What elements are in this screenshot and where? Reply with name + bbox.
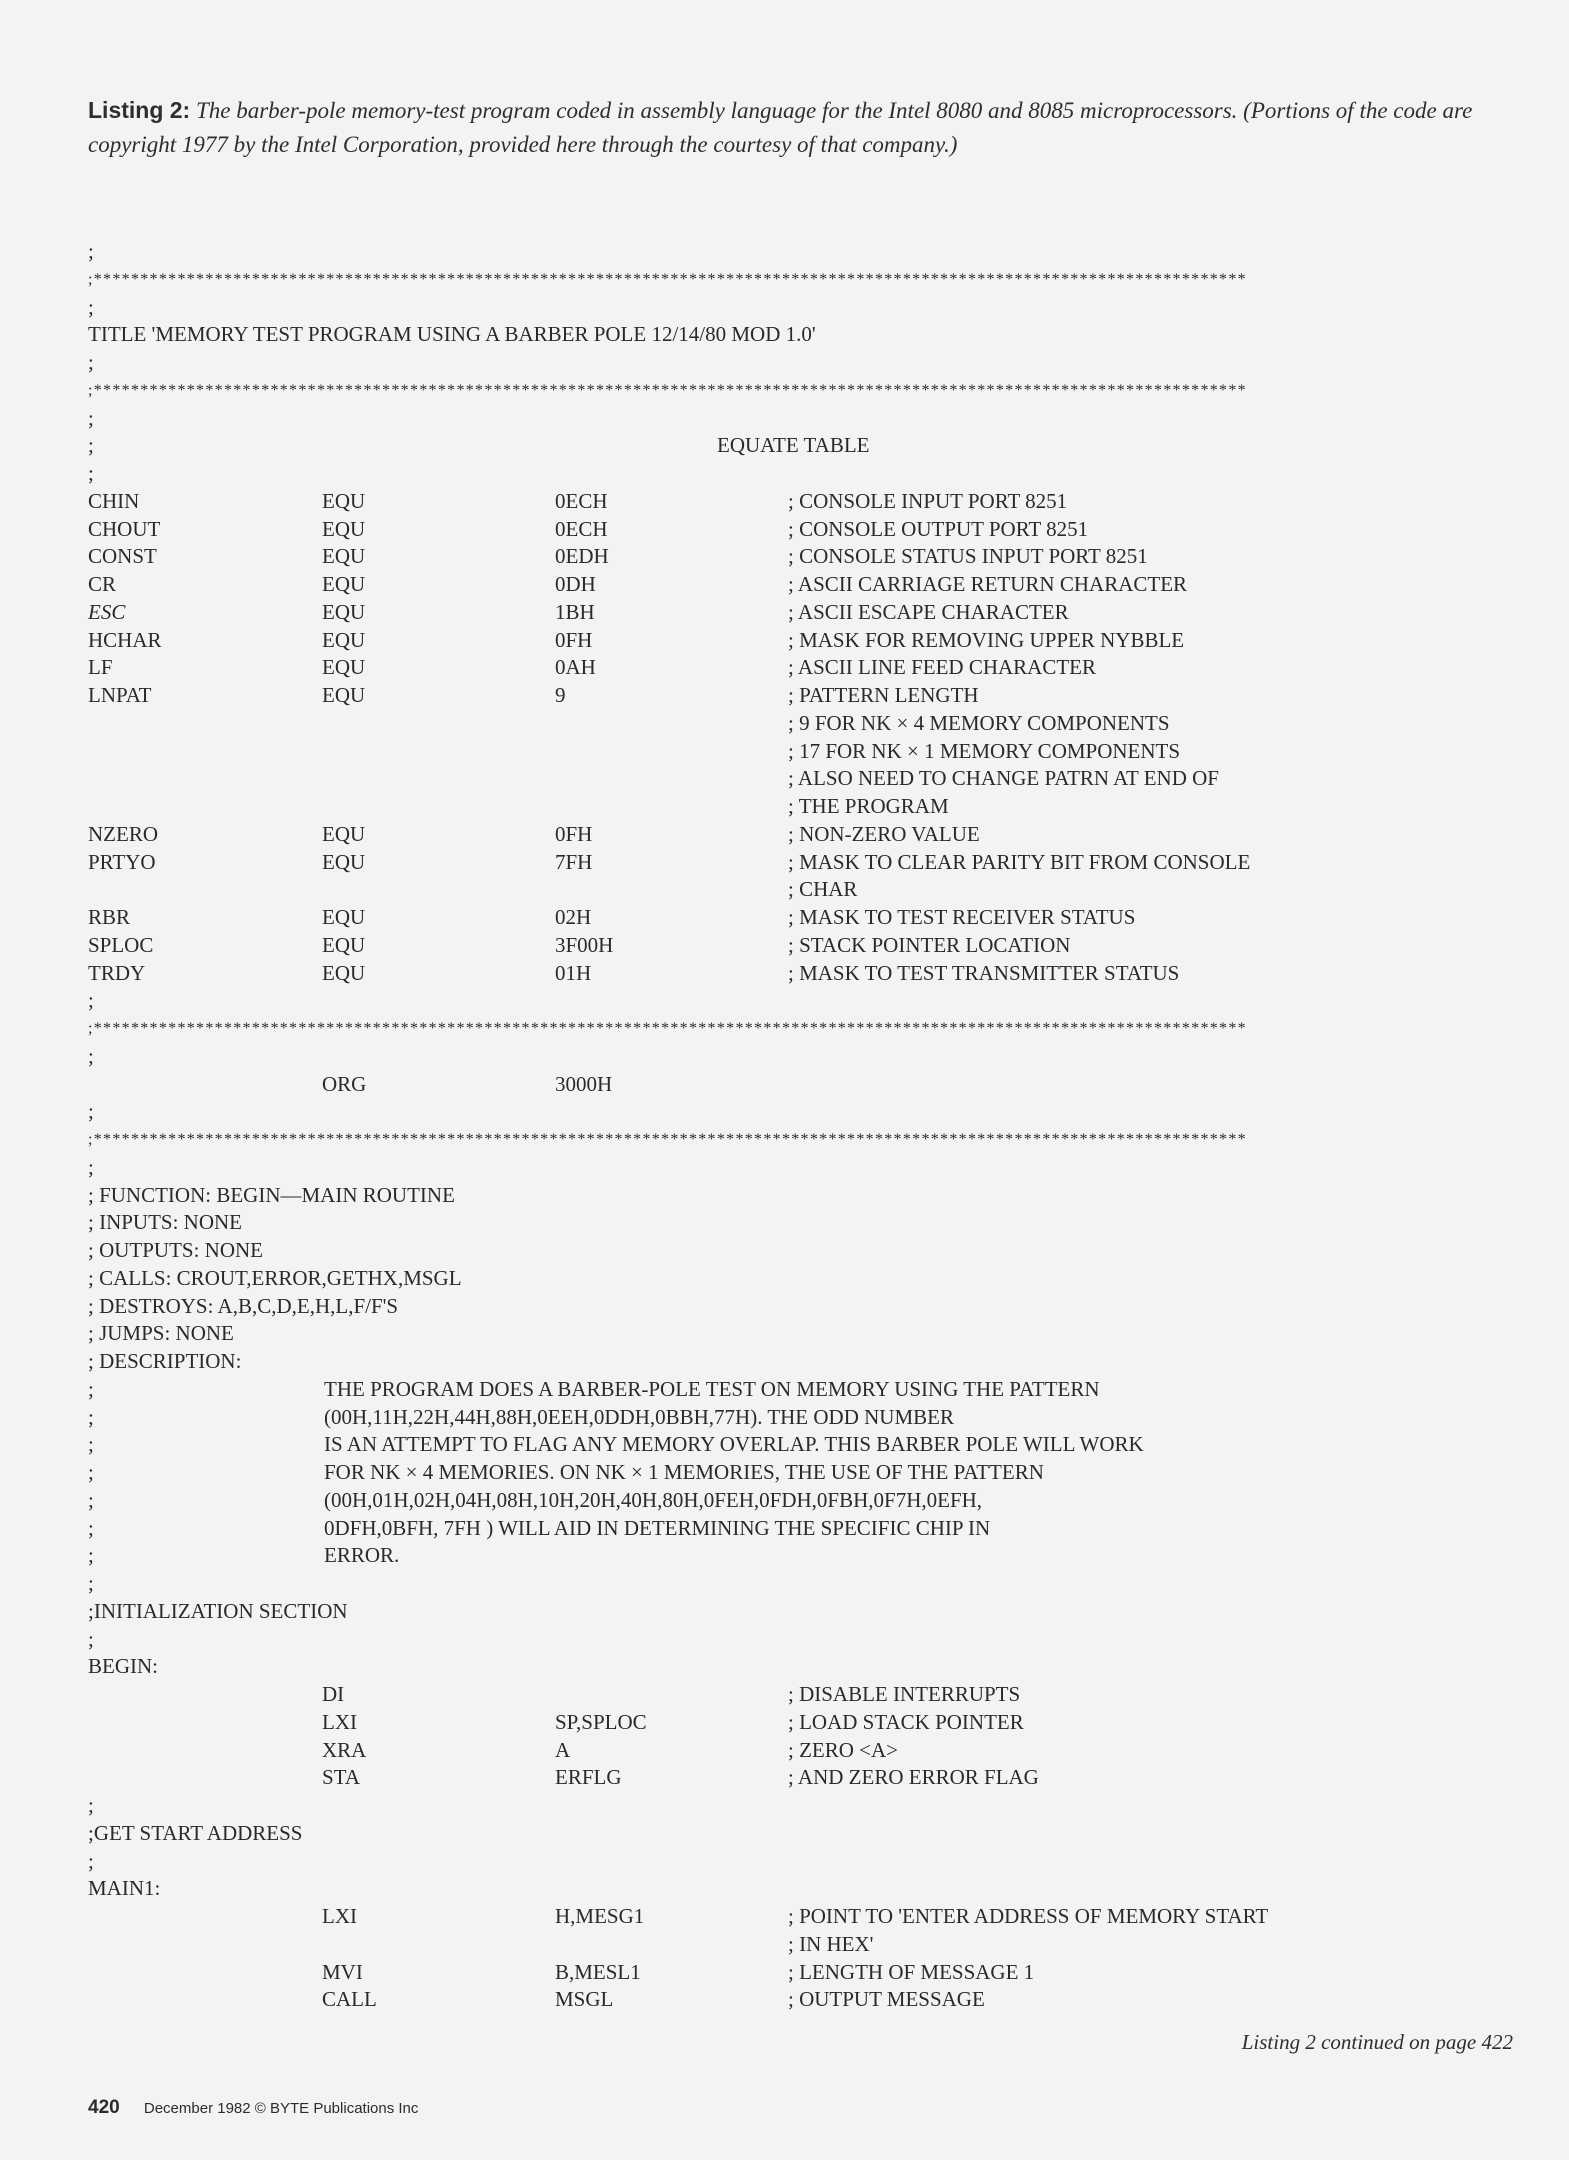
code-line (88, 1515, 1508, 1543)
label-column: ; DESCRIPTION: (88, 1349, 242, 1373)
label-column: ; (88, 1848, 94, 1873)
code-line (88, 765, 1508, 793)
opcode-column: EQU (322, 821, 366, 846)
comment-column: ; MASK TO TEST TRANSMITTER STATUS (788, 960, 1180, 985)
label-column: ; (88, 1154, 94, 1179)
code-line (88, 738, 1508, 766)
comment-column: ; LOAD STACK POINTER (788, 1709, 1024, 1734)
label-column: ; (88, 1376, 94, 1401)
label-column: ; (88, 1626, 94, 1651)
continued-note: Listing 2 continued on page 422 (1241, 2030, 1513, 2054)
label-column: ; DESTROYS: A,B,C,D,E,H,L,F/F'S (88, 1293, 399, 1318)
operand-column: 3000H (555, 1071, 613, 1096)
code-line (88, 904, 1508, 932)
code-line (88, 1903, 1508, 1931)
operand-column: 7FH (555, 849, 593, 874)
description-text: (00H,01H,02H,04H,08H,10H,20H,40H,80H,0FEH,0FDH,0FBH,0F7H,0EFH, (324, 1487, 983, 1512)
code-line (88, 1126, 1508, 1154)
operand-column: H,MESG1 (555, 1904, 645, 1928)
code-line (88, 1875, 1508, 1903)
code-line (88, 876, 1508, 904)
label-column: ; (88, 1404, 94, 1429)
code-line (88, 1848, 1508, 1876)
code-line (88, 599, 1508, 627)
code-line (88, 1487, 1508, 1515)
code-line (88, 1431, 1508, 1459)
separator-line: ;**************************************************************************************************************************** (88, 381, 1247, 399)
code-line (88, 1570, 1508, 1598)
operand-column: SP,SPLOC (555, 1709, 647, 1734)
label-column: ; (88, 1543, 94, 1568)
code-line (88, 932, 1508, 960)
code-line (88, 1071, 1508, 1099)
operand-column: 0DH (555, 572, 596, 596)
code-line (88, 1986, 1508, 2014)
operand-column: 0ECH (555, 516, 608, 541)
comment-column: ; NON-ZERO VALUE (788, 821, 980, 846)
label-column: ;INITIALIZATION SECTION (88, 1598, 348, 1623)
code-line (88, 1209, 1508, 1237)
comment-column: ; CONSOLE STATUS INPUT PORT 8251 (788, 544, 1148, 569)
opcode-column: EQU (322, 932, 366, 957)
section-heading: EQUATE TABLE (717, 433, 870, 458)
description-text: IS AN ATTEMPT TO FLAG ANY MEMORY OVERLAP. THIS BARBER POLE WILL WORK (324, 1432, 1144, 1457)
separator-line: ;**************************************************************************************************************************** (88, 270, 1247, 288)
code-line (88, 294, 1508, 322)
operand-column: 0AH (555, 655, 596, 680)
comment-column: ; CHAR (788, 877, 858, 902)
code-line (88, 377, 1508, 405)
comment-column: ; THE PROGRAM (788, 794, 949, 818)
operand-column: 0ECH (555, 488, 608, 513)
code-line (88, 1265, 1508, 1293)
comment-column: ; IN HEX' (788, 1931, 874, 1956)
label-column: ; (88, 1043, 94, 1068)
code-line (88, 1709, 1508, 1737)
label-column: ;GET START ADDRESS (88, 1820, 303, 1845)
comment-column: ; 9 FOR NK × 4 MEMORY COMPONENTS (788, 710, 1170, 735)
label-column: CHOUT (88, 516, 161, 541)
label-column: ; (88, 461, 94, 485)
code-line (88, 1598, 1508, 1626)
opcode-column: ORG (322, 1071, 367, 1096)
code-line (88, 1681, 1508, 1709)
comment-column: ; ASCII ESCAPE CHARACTER (788, 599, 1069, 624)
description-text: (00H,11H,22H,44H,88H,0EEH,0DDH,0BBH,77H). THE ODD NUMBER (324, 1404, 954, 1429)
code-line (88, 516, 1508, 544)
label-column: HCHAR (88, 627, 162, 652)
operand-column: 02H (555, 905, 592, 929)
opcode-column: DI (322, 1682, 345, 1706)
code-line (88, 1459, 1508, 1487)
opcode-column: EQU (322, 960, 366, 985)
code-line (88, 710, 1508, 738)
label-column: RBR (88, 905, 131, 929)
comment-column: ; STACK POINTER LOCATION (788, 932, 1071, 957)
operand-column: ERFLG (555, 1765, 622, 1790)
label-column: PRTYO (88, 849, 156, 874)
label-column: LNPAT (88, 683, 152, 707)
footer-text: December 1982 © BYTE Publications Inc (143, 2100, 419, 2117)
code-line (88, 627, 1508, 655)
code-line (88, 1653, 1508, 1681)
label-column: ; (88, 1099, 94, 1124)
opcode-column: EQU (322, 572, 366, 596)
code-line (88, 1376, 1508, 1404)
opcode-column: EQU (322, 905, 366, 929)
comment-column: ; AND ZERO ERROR FLAG (788, 1765, 1039, 1790)
label-column: ; (88, 1793, 94, 1817)
code-line (88, 682, 1508, 710)
label-column: ; (88, 1515, 94, 1540)
label-column: ; (88, 350, 94, 374)
description-text: THE PROGRAM DOES A BARBER-POLE TEST ON MEMORY USING THE PATTERN (324, 1376, 1100, 1401)
label-column: NZERO (88, 821, 158, 846)
operand-column: 0EDH (555, 544, 609, 569)
code-line (88, 1098, 1508, 1126)
operand-column: 0FH (555, 821, 593, 846)
label-column: TITLE 'MEMORY TEST PROGRAM USING A BARBER POLE 12/14/80 MOD 1.0' (88, 322, 816, 347)
label-column: SPLOC (88, 932, 154, 957)
comment-column: ; ASCII LINE FEED CHARACTER (788, 655, 1097, 680)
description-text: ERROR. (324, 1543, 400, 1568)
page-number: 420 (88, 2097, 120, 2118)
operand-column: 3F00H (555, 932, 614, 957)
code-listing (88, 238, 1508, 2014)
page-footer (88, 2097, 418, 2119)
code-line (88, 1293, 1508, 1321)
comment-column: ; ALSO NEED TO CHANGE PATRN AT END OF (788, 766, 1219, 791)
opcode-column: EQU (322, 683, 366, 707)
label-column: ; (88, 1460, 94, 1484)
code-line (88, 654, 1508, 682)
opcode-column: CALL (322, 1987, 377, 2012)
code-line (88, 987, 1508, 1015)
code-line (88, 1959, 1508, 1987)
opcode-column: LXI (322, 1709, 357, 1734)
caption-text: The barber-pole memory-test program coded in assembly language for the Intel 8080 and 8085 microprocessors. (Portions of the code are copyright 1977 by the Intel Corporation, provided here through the courtesy of that company.) (88, 98, 1473, 157)
operand-column: 01H (555, 960, 592, 985)
code-line (88, 543, 1508, 571)
code-line (88, 1820, 1508, 1848)
code-line (88, 349, 1508, 377)
code-line (88, 1348, 1508, 1376)
operand-column: A (555, 1737, 571, 1762)
caption-label: Listing 2: (88, 97, 191, 123)
label-column: ; (88, 239, 94, 263)
label-column: ; FUNCTION: BEGIN—MAIN ROUTINE (88, 1182, 455, 1207)
comment-column: ; PATTERN LENGTH (788, 683, 979, 707)
label-column: ; (88, 405, 94, 430)
code-line (88, 1182, 1508, 1210)
description-text: FOR NK × 4 MEMORIES. ON NK × 1 MEMORIES, THE USE OF THE PATTERN (324, 1460, 1044, 1484)
opcode-column: EQU (322, 627, 366, 652)
label-column: CR (88, 572, 117, 596)
code-line (88, 321, 1508, 349)
operand-column: 0FH (555, 627, 593, 652)
comment-column: ; CONSOLE OUTPUT PORT 8251 (788, 516, 1089, 541)
code-line (88, 405, 1508, 433)
code-line (88, 1237, 1508, 1265)
label-column: ; (88, 433, 94, 458)
label-column: CONST (88, 544, 157, 569)
code-line (88, 849, 1508, 877)
code-line (88, 1404, 1508, 1432)
label-column: ; (88, 1432, 94, 1457)
code-line (88, 571, 1508, 599)
code-line (88, 1764, 1508, 1792)
comment-column: ; ASCII CARRIAGE RETURN CHARACTER (788, 572, 1188, 596)
label-column: ; (88, 1487, 94, 1512)
comment-column: ; CONSOLE INPUT PORT 8251 (788, 488, 1068, 513)
opcode-column: STA (322, 1765, 360, 1790)
code-line (88, 821, 1508, 849)
code-line (88, 1542, 1508, 1570)
label-column: MAIN1: (88, 1876, 161, 1901)
comment-column: ; ZERO <A> (788, 1737, 899, 1762)
comment-column: ; MASK TO CLEAR PARITY BIT FROM CONSOLE (788, 849, 1251, 874)
code-line (88, 266, 1508, 294)
operand-column: 1BH (555, 599, 595, 624)
opcode-column: EQU (322, 849, 366, 874)
code-line (88, 238, 1508, 266)
label-column: BEGIN: (88, 1654, 158, 1679)
label-column: ESC (88, 599, 126, 624)
label-column: ; OUTPUTS: NONE (88, 1238, 264, 1262)
comment-column: ; MASK TO TEST RECEIVER STATUS (788, 905, 1136, 929)
opcode-column: EQU (322, 655, 366, 680)
opcode-column: EQU (322, 599, 366, 624)
opcode-column: LXI (322, 1904, 357, 1928)
code-line (88, 1043, 1508, 1071)
label-column: CHIN (88, 488, 140, 513)
comment-column: ; DISABLE INTERRUPTS (788, 1682, 1021, 1706)
operand-column: 9 (555, 683, 566, 707)
code-line (88, 1626, 1508, 1654)
code-line (88, 432, 1508, 460)
code-line (88, 1737, 1508, 1765)
label-column: ; JUMPS: NONE (88, 1321, 234, 1346)
comment-column: ; POINT TO 'ENTER ADDRESS OF MEMORY START (788, 1904, 1269, 1928)
code-line (88, 1792, 1508, 1820)
operand-column: B,MESL1 (555, 1959, 641, 1984)
opcode-column: EQU (322, 544, 366, 569)
label-column: ; CALLS: CROUT,ERROR,GETHX,MSGL (88, 1265, 462, 1290)
separator-line: ;**************************************************************************************************************************** (88, 1131, 1247, 1148)
opcode-column: MVI (322, 1959, 363, 1984)
label-column: LF (88, 655, 113, 680)
code-line (88, 1154, 1508, 1182)
code-line (88, 960, 1508, 988)
comment-column: ; LENGTH OF MESSAGE 1 (788, 1959, 1035, 1984)
listing-caption (88, 93, 1508, 162)
label-column: TRDY (88, 960, 146, 985)
description-text: 0DFH,0BFH, 7FH ) WILL AID IN DETERMINING THE SPECIFIC CHIP IN (324, 1515, 991, 1540)
code-line (88, 1320, 1508, 1348)
comment-column: ; MASK FOR REMOVING UPPER NYBBLE (788, 627, 1185, 652)
comment-column: ; OUTPUT MESSAGE (788, 1987, 985, 2012)
label-column: ; (88, 988, 94, 1013)
code-line (88, 1931, 1508, 1959)
opcode-column: EQU (322, 516, 366, 541)
comment-column: ; 17 FOR NK × 1 MEMORY COMPONENTS (788, 738, 1181, 763)
code-line (88, 460, 1508, 488)
label-column: ; (88, 1571, 94, 1595)
operand-column: MSGL (555, 1987, 614, 2012)
code-line (88, 488, 1508, 516)
separator-line: ;**************************************************************************************************************************** (88, 1020, 1247, 1037)
opcode-column: XRA (322, 1737, 367, 1762)
label-column: ; (88, 294, 94, 319)
code-line (88, 1015, 1508, 1043)
code-line (88, 793, 1508, 821)
label-column: ; INPUTS: NONE (88, 1210, 243, 1235)
opcode-column: EQU (322, 488, 366, 513)
